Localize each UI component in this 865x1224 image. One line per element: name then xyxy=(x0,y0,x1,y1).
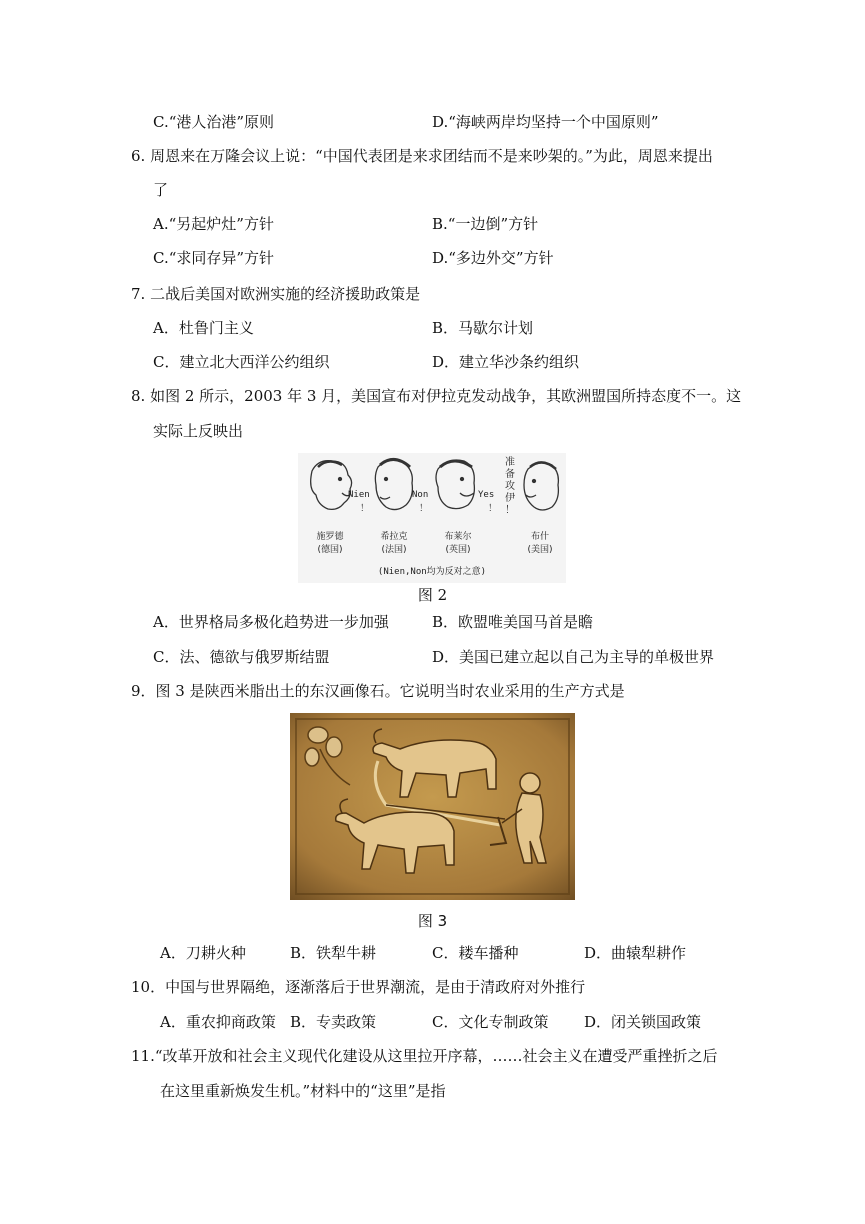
q6-stem-line2: 了 xyxy=(153,181,169,199)
q8-stem-line1: 8. 如图 2 所示，2003 年 3 月，美国宣布对伊拉克发动战争，其欧洲盟国所持态度不一。这 xyxy=(131,387,742,405)
q9-option-c: C．耧车播种 xyxy=(432,944,519,962)
exclaim-2: ！ xyxy=(419,504,429,514)
q7-stem: 7. 二战后美国对欧洲实施的经济援助政策是 xyxy=(131,285,421,303)
q5-option-c: C.“港人治港”原则 xyxy=(153,113,275,131)
q7-option-d: D．建立华沙条约组织 xyxy=(432,353,580,371)
q8-option-b: B．欧盟唯美国马首是瞻 xyxy=(432,613,594,631)
person-country-label: (法国) xyxy=(381,545,407,555)
q6-option-d: D.“多边外交”方针 xyxy=(432,249,554,267)
bush-speech-char: ！ xyxy=(505,505,515,516)
q7-option-a: A．杜鲁门主义 xyxy=(153,319,254,337)
bush-speech-char: 准 xyxy=(505,457,515,468)
speech-yes: Yes xyxy=(478,490,495,500)
q9-stem: 9．图 3 是陕西米脂出土的东汉画像石。它说明当时农业采用的生产方式是 xyxy=(131,682,625,700)
speech-bush xyxy=(505,455,515,516)
cartoon-drawing xyxy=(298,453,566,583)
q8-option-a: A．世界格局多极化趋势进一步加强 xyxy=(153,613,389,631)
person-country-label: (德国) xyxy=(317,545,343,555)
person-name-label: 布莱尔 xyxy=(444,532,472,542)
q6-option-a: A.“另起炉灶”方针 xyxy=(153,215,274,233)
q10-option-d: D．闭关锁国政策 xyxy=(584,1013,702,1031)
q6-option-b: B.“一边倒”方针 xyxy=(432,215,539,233)
speech-nien: Nien xyxy=(348,490,370,500)
plowing-relief-image xyxy=(290,713,575,900)
exclaim-3: ！ xyxy=(488,504,498,514)
q10-option-a: A．重农抑商政策 xyxy=(160,1013,276,1031)
q8-option-c: C．法、德欲与俄罗斯结盟 xyxy=(153,648,330,666)
q9-option-a: A．刀耕火种 xyxy=(160,944,246,962)
person-country-label: (美国) xyxy=(527,545,553,555)
q9-option-d: D．曲辕犁耕作 xyxy=(584,944,687,962)
bush-speech-char: 伊 xyxy=(505,493,515,504)
q8-stem-line2: 实际上反映出 xyxy=(153,422,244,440)
q9-option-b: B．铁犁牛耕 xyxy=(290,944,377,962)
q5-option-d: D.“海峡两岸均坚持一个中国原则” xyxy=(432,113,659,131)
figure-3-stone-relief xyxy=(290,713,575,900)
exclaim-1: ！ xyxy=(360,504,370,514)
person-name-label: 施罗德 xyxy=(316,532,344,542)
q8-option-d: D．美国已建立起以自己为主导的单极世界 xyxy=(432,648,715,666)
speech-non: Non xyxy=(412,490,429,500)
q6-option-c: C.“求同存异”方针 xyxy=(153,249,275,267)
q10-option-b: B．专卖政策 xyxy=(290,1013,377,1031)
person-country-label: (英国) xyxy=(445,545,471,555)
q6-stem-line1: 6. 周恩来在万隆会议上说：“中国代表团是来求团结而不是来吵架的。”为此，周恩来提出 xyxy=(131,147,713,165)
q10-stem: 10．中国与世界隔绝，逐渐落后于世界潮流，是由于清政府对外推行 xyxy=(131,978,586,996)
figure-2-caption: 图 2 xyxy=(417,586,448,604)
q7-option-c: C．建立北大西洋公约组织 xyxy=(153,353,330,371)
cartoon-note: (Nien,Non均为反对之意) xyxy=(377,567,487,577)
q11-stem-line2: 在这里重新焕发生机。”材料中的“这里”是指 xyxy=(160,1082,446,1100)
q11-stem-line1: 11.“改革开放和社会主义现代化建设从这里拉开序幕，……社会主义在遭受严重挫折之后 xyxy=(131,1047,718,1065)
figure-2-cartoon xyxy=(298,453,566,583)
q7-option-b: B．马歇尔计划 xyxy=(432,319,534,337)
figure-3-caption: 图 3 xyxy=(417,912,448,930)
bush-speech-char: 攻 xyxy=(505,481,515,492)
q10-option-c: C．文化专制政策 xyxy=(432,1013,549,1031)
person-name-label: 布什 xyxy=(530,532,550,542)
bush-speech-char: 备 xyxy=(505,469,515,480)
person-name-label: 希拉克 xyxy=(380,532,408,542)
